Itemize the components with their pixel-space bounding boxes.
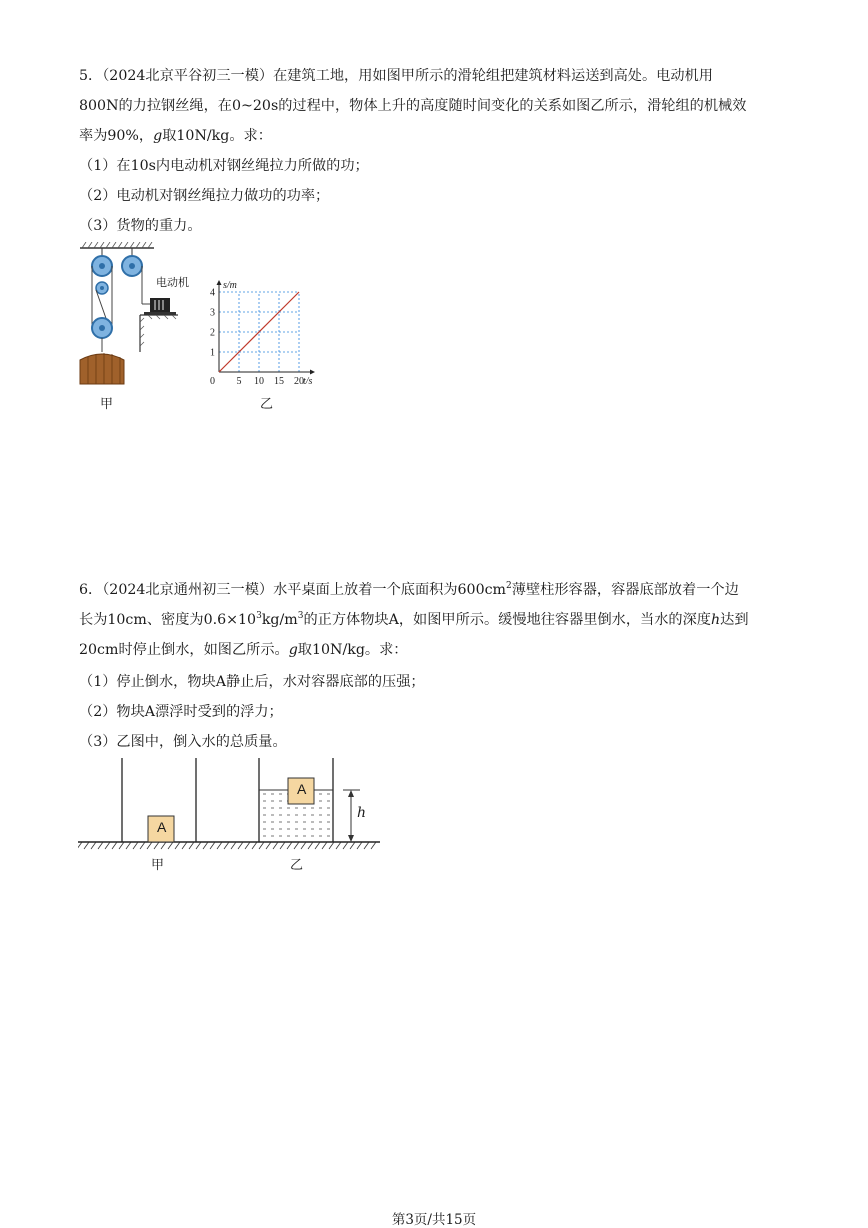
figure-caption-yi: 乙 xyxy=(260,397,274,412)
distance-time-chart xyxy=(205,278,330,388)
figure-caption-yi-q6: 乙 xyxy=(290,858,304,873)
q6-stem-line2: 长为10cm、密度为$0.6\times 10^3kg/m^3$的正方体物块A，如图甲所示。缓慢地往容器里倒水，当水的深度h达到 xyxy=(79,611,749,628)
figure-caption-jia: 甲 xyxy=(100,397,114,412)
q5-stem-line1: 5．（2024北京平谷初三一模）在建筑工地，用如图甲所示的滑轮组把建筑材料运送到高处。电动机用 xyxy=(79,68,713,84)
y-tick-label: 3 xyxy=(210,307,215,319)
depth-h-label: h xyxy=(357,805,367,821)
y-axis-arrow xyxy=(217,280,222,285)
x-tick-label: 20 xyxy=(294,376,304,387)
q5-subquestion-2: （2）电动机对钢丝绳拉力做功的功率； xyxy=(79,188,330,204)
q6-subquestion-3: （3）乙图中，倒入水的总质量。 xyxy=(79,734,287,750)
q5-subquestion-3: （3）货物的重力。 xyxy=(79,218,202,234)
q6-stem-line1: 6．（2024北京通州初三一模）水平桌面上放着一个底面积为$600cm^2$薄壁柱形容器，容器底部放着一个边 xyxy=(79,581,739,598)
x-tick-label: 10 xyxy=(254,376,264,387)
x-axis-label: t/s xyxy=(303,376,313,387)
container-figure xyxy=(78,756,382,852)
figure-caption-jia-q6: 甲 xyxy=(151,858,165,873)
x-tick-label: 5 xyxy=(236,376,242,387)
y-tick-label: 1 xyxy=(210,347,215,359)
q6-subquestion-2: （2）物块A漂浮时受到的浮力； xyxy=(79,704,283,720)
page-footer: 第3页/共15页 xyxy=(391,1212,477,1228)
y-axis-label: s/m xyxy=(223,280,237,291)
q6-subquestion-1: （1）停止倒水，物块A静止后，水对容器底部的压强； xyxy=(79,674,425,690)
x-axis-arrow xyxy=(310,370,315,375)
q5-subquestion-1: （1）在10s内电动机对钢丝绳拉力所做的功； xyxy=(79,158,369,174)
pulley-system-figure xyxy=(74,242,184,387)
block-a-jia-label: A xyxy=(157,819,167,835)
q5-stem-line3: 率为90%，g取10N/kg。求： xyxy=(79,128,272,144)
q6-stem-line3: 20cm时停止倒水，如图乙所示。g取10N/kg。求： xyxy=(79,642,408,658)
x-tick-label: 15 xyxy=(274,376,284,387)
y-tick-label: 4 xyxy=(210,287,215,299)
block-a-yi-label: A xyxy=(297,781,307,797)
motor-label: 电动机 xyxy=(156,277,189,289)
origin-label: 0 xyxy=(210,376,215,387)
q5-stem-line2: 800N的力拉钢丝绳，在0~20s的过程中，物体上升的高度随时间变化的关系如图乙所示，滑轮组的机械效 xyxy=(79,98,747,114)
y-tick-label: 2 xyxy=(210,327,215,339)
